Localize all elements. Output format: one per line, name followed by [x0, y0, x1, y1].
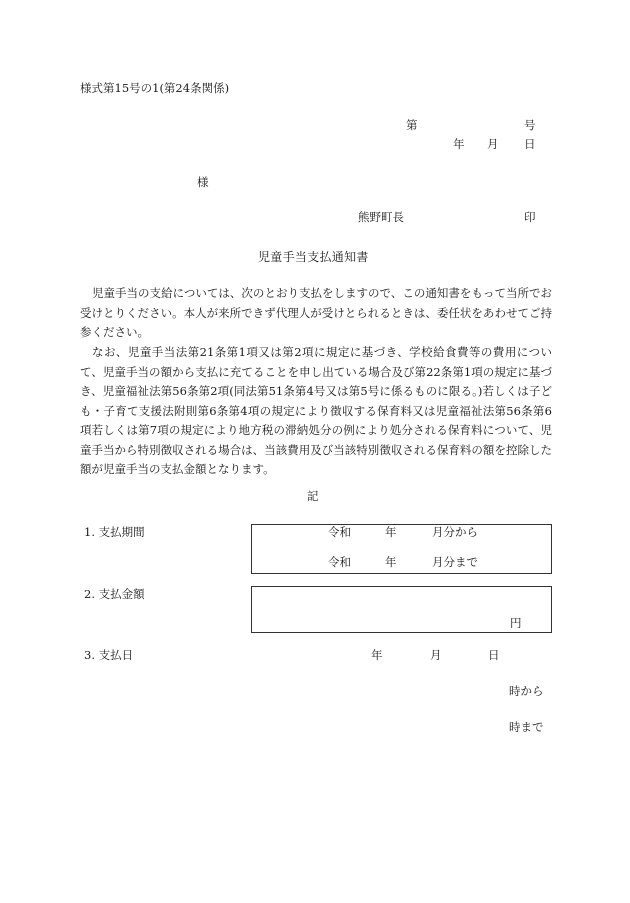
issue-year-label: 年: [453, 137, 465, 151]
payment-date-label: 3. 支払日: [84, 648, 134, 662]
payment-time-to: 時まで: [509, 720, 544, 734]
payment-period-box: [251, 524, 552, 574]
payment-amount-box: [251, 586, 552, 633]
payment-amount-label: 2. 支払金額: [84, 587, 145, 601]
payment-date-year: 年: [371, 648, 383, 662]
period-from-year: 年: [385, 525, 397, 539]
document-number-suffix: 号: [524, 118, 536, 132]
period-to-year: 年: [385, 555, 397, 569]
issuer-name: 熊野町長: [358, 210, 404, 224]
body-paragraph-2: なお、児童手当法第21条第1項又は第2項に規定に基づき、学校給食費等の費用について、児童手当の額から支払に充てることを申し出ている場合及び第22条第1項の規定に基づき、児童福祉法第56条第2項(同法第51条第4号又は第5号に係るものに限る。)若しくは子ども・子育て支援法附則第6条第4項の規定により徴収する保育料又は児童福祉法第56条第6項若しくは第7項の規定により地方税の滞納処分の例により処分される保育料について、児童手当から特別徴収される場合は、当該費用及び当該特別徴収される保育料の額を控除した額が児童手当の支払金額となります。: [80, 345, 552, 476]
issue-month-label: 月: [487, 137, 499, 151]
payment-date-month: 月: [430, 648, 442, 662]
period-from-era: 令和: [328, 525, 351, 539]
issue-day-label: 日: [524, 137, 536, 151]
document-title: 児童手当支払通知書: [258, 250, 369, 264]
document-number-prefix: 第: [406, 118, 418, 132]
period-to-era: 令和: [328, 555, 351, 569]
form-id: 様式第15号の1(第24条関係): [80, 81, 230, 95]
body-paragraph-1: 児童手当の支給については、次のとおり支払をしますので、この通知書をもって当所でお受けとりください。本人が来所できず代理人が受けとられるときは、委任状をあわせてご持参ください。: [80, 286, 552, 339]
payment-period-label: 1. 支払期間: [84, 525, 145, 539]
period-to-month: 月分まで: [432, 555, 478, 569]
issuer-seal: 印: [524, 210, 536, 224]
payment-date-day: 日: [488, 648, 500, 662]
period-from-month: 月分から: [432, 525, 478, 539]
addressee-suffix: 様: [197, 175, 209, 189]
amount-unit: 円: [510, 616, 522, 630]
payment-time-from: 時から: [509, 684, 544, 698]
ki-heading: 記: [307, 489, 319, 503]
